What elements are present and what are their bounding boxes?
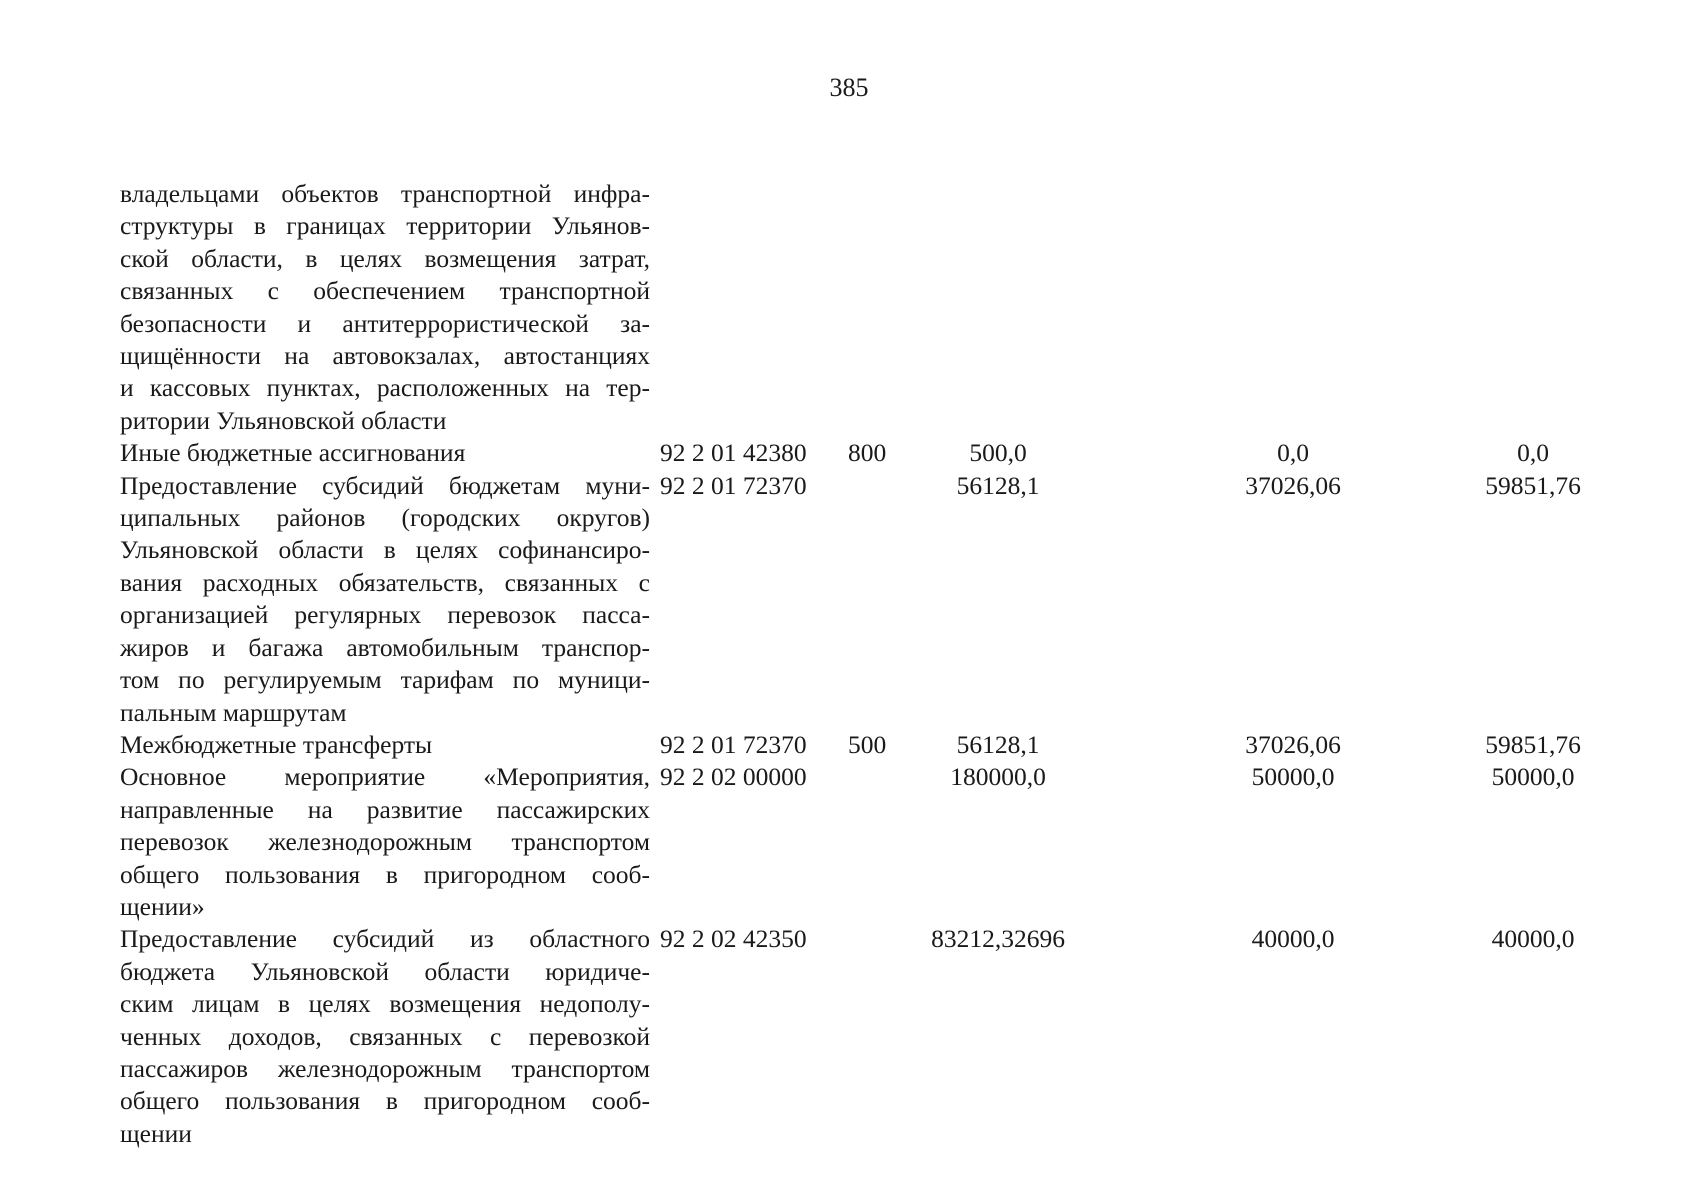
row-value-2: 50000,0 bbox=[1251, 762, 1335, 792]
row-name-line: щищённости на автовокзалах, автостанциях bbox=[120, 341, 650, 371]
row-value-2: 40000,0 bbox=[1251, 924, 1335, 954]
row-name-line: безопасности и антитеррористической за- bbox=[120, 308, 650, 338]
row-name-line: направленные на развитие пассажирских bbox=[120, 794, 650, 824]
row-name-line: ским лицам в целях возмещения недополу- bbox=[120, 989, 650, 1019]
row-value-1: 56128,1 bbox=[956, 470, 1040, 500]
table-row bbox=[120, 729, 1620, 761]
row-name-line: Основное мероприятие «Мероприятия, bbox=[120, 762, 650, 792]
row-name-line: вания расходных обязательств, связанных с bbox=[120, 567, 650, 597]
row-value-2: 0,0 bbox=[1277, 438, 1309, 468]
table-row bbox=[120, 437, 1620, 469]
row-expense-type: 800 bbox=[848, 438, 887, 468]
row-name-line: Ульяновской области в целях софинансиро- bbox=[120, 535, 650, 565]
row-name-line: Предоставление субсидий бюджетам муни- bbox=[120, 470, 650, 500]
row-value-2: 37026,06 bbox=[1245, 729, 1341, 759]
row-name-line: ской области, в целях возмещения затрат, bbox=[120, 243, 650, 273]
row-value-3: 59851,76 bbox=[1485, 470, 1581, 500]
row-code: 92 2 01 72370 bbox=[660, 729, 807, 759]
row-name-line: бюджета Ульяновской области юридиче- bbox=[120, 956, 650, 986]
row-name-line: пальным маршрутам bbox=[120, 697, 347, 727]
row-name-line: Предоставление субсидий из областного bbox=[120, 924, 650, 954]
row-code: 92 2 01 72370 bbox=[660, 470, 807, 500]
budget-table bbox=[120, 178, 1620, 1150]
row-value-3: 0,0 bbox=[1517, 438, 1549, 468]
row-name-line: перевозок железнодорожным транспортом bbox=[120, 827, 650, 857]
table-row bbox=[120, 178, 1620, 437]
row-name-line: Межбюджетные трансферты bbox=[120, 729, 433, 759]
row-name-line: связанных с обеспечением транспортной bbox=[120, 276, 650, 306]
row-name-line: организацией регулярных перевозок пасса- bbox=[120, 600, 650, 630]
row-name bbox=[120, 437, 650, 469]
row-name-line: общего пользования в пригородном сооб- bbox=[120, 1086, 650, 1116]
row-value-2: 37026,06 bbox=[1245, 470, 1341, 500]
row-name-line: ритории Ульяновской области bbox=[120, 405, 447, 435]
table-row bbox=[120, 470, 1620, 729]
table-row bbox=[120, 923, 1620, 1150]
row-name-line: и кассовых пунктах, расположенных на тер- bbox=[120, 373, 650, 403]
row-name bbox=[120, 470, 650, 729]
row-code: 92 2 01 42380 bbox=[660, 438, 807, 468]
row-value-3: 40000,0 bbox=[1491, 924, 1575, 954]
row-value-1: 180000,0 bbox=[950, 762, 1046, 792]
row-name-line: владельцами объектов транспортной инфра- bbox=[120, 179, 650, 208]
row-name-line: том по регулируемым тарифам по муници- bbox=[120, 665, 650, 695]
row-name-line: щении» bbox=[120, 891, 205, 921]
row-name-line: ченных доходов, связанных с перевозкой bbox=[120, 1021, 650, 1051]
row-name bbox=[120, 923, 650, 1150]
row-value-1: 500,0 bbox=[969, 438, 1027, 468]
row-expense-type: 500 bbox=[848, 729, 887, 759]
row-name bbox=[120, 178, 650, 437]
row-value-3: 59851,76 bbox=[1485, 729, 1581, 759]
row-value-1: 83212,32696 bbox=[931, 924, 1065, 954]
row-name bbox=[120, 761, 650, 923]
row-name-line: общего пользования в пригородном сооб- bbox=[120, 859, 650, 889]
row-value-1: 56128,1 bbox=[956, 729, 1040, 759]
row-name-line: пассажиров железнодорожным транспортом bbox=[120, 1053, 650, 1083]
row-value-3: 50000,0 bbox=[1491, 762, 1575, 792]
row-name-line: щении bbox=[120, 1118, 192, 1148]
row-code: 92 2 02 42350 bbox=[660, 924, 807, 954]
row-name-line: Иные бюджетные ассигнования bbox=[120, 438, 466, 468]
row-name bbox=[120, 729, 650, 761]
row-code: 92 2 02 00000 bbox=[660, 762, 807, 792]
table-row bbox=[120, 761, 1620, 923]
row-name-line: ципальных районов (городских округов) bbox=[120, 503, 650, 533]
row-name-line: жиров и багажа автомобильным транспор- bbox=[120, 632, 650, 662]
row-name-line: структуры в границах территории Ульянов- bbox=[120, 211, 650, 241]
page-number: 385 bbox=[829, 73, 869, 102]
